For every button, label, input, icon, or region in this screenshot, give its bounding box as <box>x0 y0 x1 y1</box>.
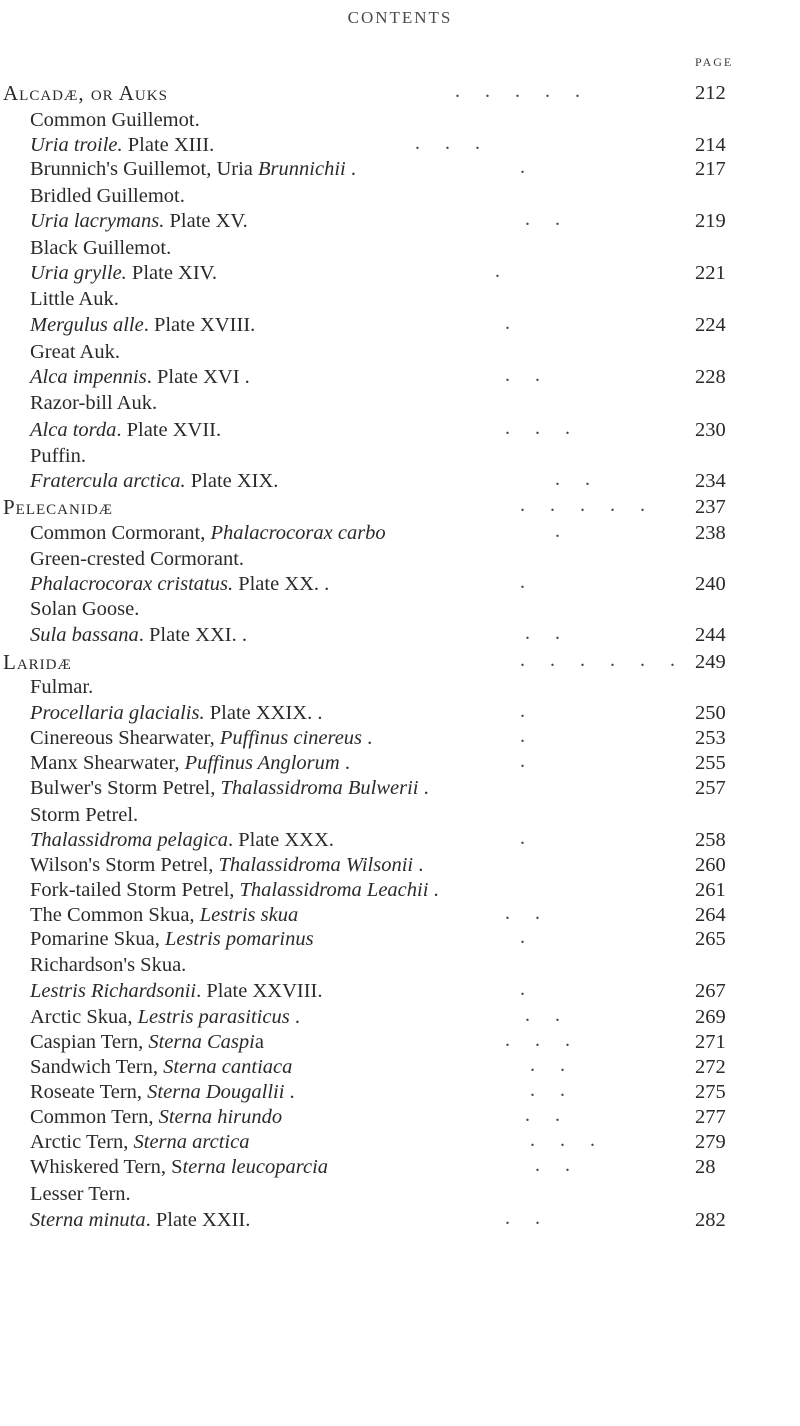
page-number: 261 <box>695 879 726 901</box>
page-number: 279 <box>695 1131 726 1153</box>
toc-entry <box>0 904 800 926</box>
page-number: 258 <box>695 829 726 851</box>
toc-entry-text: Fratercula arctica. Plate XIX. <box>30 470 279 492</box>
page-number: 28 <box>695 1156 716 1178</box>
toc-entry-text: Lestris Richardsonii. Plate XXVIII. <box>30 980 323 1002</box>
toc-entry <box>0 445 800 467</box>
dot-leader: . <box>555 520 560 542</box>
dot-leader: . . . <box>530 1129 595 1151</box>
dot-leader: . . <box>530 1079 565 1101</box>
toc-entry-text: Lesser Tern. <box>30 1183 131 1205</box>
toc-entry-text: Common Tern, Sterna hirundo <box>30 1106 283 1128</box>
toc-entry-text: Storm Petrel. <box>30 804 139 826</box>
toc-entry-text: Richardson's Skua. <box>30 954 187 976</box>
page-number: 212 <box>695 82 726 104</box>
toc-entry-text: Great Auk. <box>30 341 120 363</box>
toc-entry-text: Brunnich's Guillemot, Uria Brunnichii . <box>30 158 356 180</box>
toc-entry-text: Pelecanidæ <box>3 495 114 519</box>
toc-entry <box>0 288 800 310</box>
toc-entry-text: Razor-bill Auk. <box>30 392 158 414</box>
dot-leader: . . <box>530 1054 565 1076</box>
toc-entry-text: Arctic Tern, Sterna arctica <box>30 1131 250 1153</box>
page-number: 214 <box>695 134 726 156</box>
toc-entry <box>0 237 800 259</box>
toc-entry <box>0 1006 800 1028</box>
toc-section <box>0 496 800 518</box>
dot-leader: . . . . . <box>520 494 645 516</box>
toc-entry-text: Green-crested Cormorant. <box>30 548 245 570</box>
toc-entry-text: Alca torda. Plate XVII. <box>30 419 222 441</box>
page-number: 249 <box>695 651 726 673</box>
toc-entry-text: Phalacrocorax cristatus. Plate XX. . <box>30 573 330 595</box>
toc-entry <box>0 1106 800 1128</box>
page-number: 269 <box>695 1006 726 1028</box>
toc-entry <box>0 109 800 131</box>
toc-entry <box>0 1183 800 1205</box>
toc-entry-text: Black Guillemot. <box>30 237 172 259</box>
page-title: CONTENTS <box>347 8 453 27</box>
toc-entry-text: Pomarine Skua, Lestris pomarinus <box>30 928 314 950</box>
toc-entry <box>0 1081 800 1103</box>
page-number: 255 <box>695 752 726 774</box>
toc-entry-text: Cinereous Shearwater, Puffinus cinereus . <box>30 727 373 749</box>
toc-entry <box>0 1209 800 1231</box>
toc-entry <box>0 598 800 620</box>
toc-entry-text: Little Auk. <box>30 288 119 310</box>
toc-entry-text: Bridled Guillemot. <box>30 185 185 207</box>
toc-entry <box>0 777 800 799</box>
toc-entry-text: Whiskered Tern, Sterna leucoparcia <box>30 1156 329 1178</box>
toc-entry <box>0 548 800 570</box>
toc-entry <box>0 470 800 492</box>
dot-leader: . . . . . <box>455 80 580 102</box>
toc-entry-text: Fulmar. <box>30 676 94 698</box>
toc-entry-text: Bulwer's Storm Petrel, Thalassidroma Bulwerii . <box>30 777 429 799</box>
toc-entry <box>0 185 800 207</box>
page-number: 260 <box>695 854 726 876</box>
page-number: 265 <box>695 928 726 950</box>
toc-entry-text: Laridæ <box>3 650 72 674</box>
toc-section <box>0 82 800 104</box>
toc-entry <box>0 676 800 698</box>
toc-entry-text: Wilson's Storm Petrel, Thalassidroma Wilsonii . <box>30 854 424 876</box>
toc-entry <box>0 1056 800 1078</box>
toc-entry-text: Uria lacrymans. Plate XV. <box>30 210 248 232</box>
toc-entry <box>0 804 800 826</box>
dot-leader: . . . <box>505 1029 570 1051</box>
page-number: 224 <box>695 314 726 336</box>
dot-leader: . . <box>555 468 590 490</box>
dot-leader: . . <box>505 364 540 386</box>
page-number: 221 <box>695 262 726 284</box>
toc-entry <box>0 158 800 180</box>
toc-entry-text: Caspian Tern, Sterna Caspia <box>30 1031 264 1053</box>
toc-entry <box>0 419 800 441</box>
toc-entry-text: Uria troile. Plate XIII. <box>30 134 215 156</box>
toc-entry-text: Sterna minuta. Plate XXII. <box>30 1209 251 1231</box>
dot-leader: . <box>520 978 525 1000</box>
toc-entry-text: Alcadæ, or Auks <box>3 81 168 105</box>
dot-leader: . . <box>505 1207 540 1229</box>
dot-leader: . <box>520 725 525 747</box>
dot-leader: . . <box>525 208 560 230</box>
toc-entry-text: Roseate Tern, Sterna Dougallii . <box>30 1081 295 1103</box>
page-number: 271 <box>695 1031 726 1053</box>
dot-leader: . <box>520 750 525 772</box>
dot-leader: . . . . . . <box>520 649 675 671</box>
toc-entry-text: Puffin. <box>30 445 87 467</box>
page-number: 234 <box>695 470 726 492</box>
toc-entry <box>0 954 800 976</box>
toc-entry <box>0 366 800 388</box>
page-number: 282 <box>695 1209 726 1231</box>
dot-leader: . <box>520 827 525 849</box>
page-number: 277 <box>695 1106 726 1128</box>
toc-entry-text: Mergulus alle. Plate XVIII. <box>30 314 256 336</box>
page-number: 240 <box>695 573 726 595</box>
dot-leader: . . <box>535 1154 570 1176</box>
toc-entry <box>0 624 800 646</box>
toc-entry <box>0 752 800 774</box>
dot-leader: . <box>520 571 525 593</box>
dot-leader: . <box>520 926 525 948</box>
toc-entry-text: Arctic Skua, Lestris parasiticus . <box>30 1006 300 1028</box>
toc-entry <box>0 392 800 414</box>
toc-entry <box>0 210 800 232</box>
page-number: 228 <box>695 366 726 388</box>
toc-entry <box>0 980 800 1002</box>
toc-entry <box>0 702 800 724</box>
dot-leader: . . <box>525 622 560 644</box>
toc-entry <box>0 314 800 336</box>
dot-leader: . <box>520 156 525 178</box>
page-number: 237 <box>695 496 726 518</box>
toc-entry <box>0 262 800 284</box>
page-column-label: PAGE <box>695 55 734 69</box>
toc-entry <box>0 1156 800 1178</box>
toc-entry-text: Common Guillemot. <box>30 109 200 131</box>
toc-entry-text: Solan Goose. <box>30 598 140 620</box>
toc-entry-text: Alca impennis. Plate XVI . <box>30 366 250 388</box>
page-number: 219 <box>695 210 726 232</box>
toc-entry <box>0 928 800 950</box>
page-number: 257 <box>695 777 726 799</box>
toc-entry <box>0 854 800 876</box>
page-number: 244 <box>695 624 726 646</box>
page-number: 272 <box>695 1056 726 1078</box>
toc-entry <box>0 573 800 595</box>
page-number: 264 <box>695 904 726 926</box>
page-number: 217 <box>695 158 726 180</box>
toc-entry-text: Fork-tailed Storm Petrel, Thalassidroma Leachii . <box>30 879 439 901</box>
toc-entry-text: Procellaria glacialis. Plate XXIX. . <box>30 702 323 724</box>
page-number: 275 <box>695 1081 726 1103</box>
dot-leader: . . <box>525 1004 560 1026</box>
toc-entry <box>0 829 800 851</box>
dot-leader: . . . <box>415 132 480 154</box>
toc-entry-text: Sula bassana. Plate XXI. . <box>30 624 247 646</box>
toc-section <box>0 651 800 673</box>
dot-leader: . . <box>505 902 540 924</box>
page-number: 238 <box>695 522 726 544</box>
toc-entry-text: Manx Shearwater, Puffinus Anglorum . <box>30 752 350 774</box>
dot-leader: . . . <box>505 417 570 439</box>
toc-entry <box>0 341 800 363</box>
toc-entry-text: Sandwich Tern, Sterna cantiaca <box>30 1056 293 1078</box>
page-number: 253 <box>695 727 726 749</box>
page-number: 267 <box>695 980 726 1002</box>
dot-leader: . <box>505 312 510 334</box>
toc-entry-text: Thalassidroma pelagica. Plate XXX. <box>30 829 334 851</box>
page-number: 250 <box>695 702 726 724</box>
page-number: 230 <box>695 419 726 441</box>
dot-leader: . <box>520 700 525 722</box>
toc-entry-text: Common Cormorant, Phalacrocorax carbo <box>30 522 386 544</box>
toc-entry-text: Uria grylle. Plate XIV. <box>30 262 217 284</box>
toc-entry <box>0 727 800 749</box>
toc-entry <box>0 522 800 544</box>
dot-leader: . . <box>525 1104 560 1126</box>
toc-entry-text: The Common Skua, Lestris skua <box>30 904 299 926</box>
dot-leader: . <box>495 260 500 282</box>
toc-entry <box>0 134 800 156</box>
toc-entry <box>0 1131 800 1153</box>
toc-entry <box>0 879 800 901</box>
toc-entry <box>0 1031 800 1053</box>
